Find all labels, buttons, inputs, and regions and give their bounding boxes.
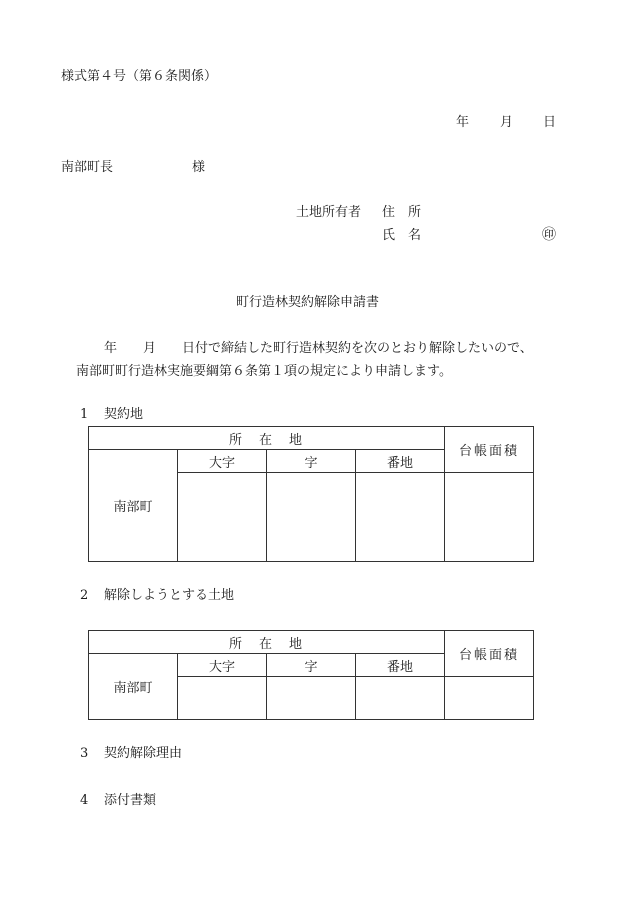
seal-mark: ㊞ [542, 227, 556, 243]
applicant-role: 土地所有者 [296, 205, 362, 220]
oaza-cell[interactable] [178, 677, 267, 720]
section-3-label: 契約解除理由 [104, 746, 183, 761]
banchi-header: 番地 [356, 654, 445, 677]
area-cell[interactable] [445, 473, 534, 562]
body-line-2: 南部町町行造林実施要綱第６条第１項の規定により申請します。 [76, 364, 452, 379]
section-2-number: 2 [80, 588, 89, 603]
cancel-land-table [88, 630, 534, 720]
addressee-honorific: 様 [192, 160, 206, 175]
contract-land-table [88, 426, 534, 562]
aza-header: 字 [267, 654, 356, 677]
addressee-name: 南部町長 [61, 160, 114, 175]
banchi-cell[interactable] [356, 473, 445, 562]
section-4-label: 添付書類 [104, 793, 157, 808]
banchi-cell[interactable] [356, 677, 445, 720]
date-month: 月 [500, 115, 514, 130]
area-cell[interactable] [445, 677, 534, 720]
oaza-cell[interactable] [178, 473, 267, 562]
area-header: 台帳面積 [445, 427, 534, 473]
location-header: 所 在 地 [89, 427, 445, 450]
aza-cell[interactable] [267, 677, 356, 720]
applicant-name-label: 氏 名 [382, 228, 422, 243]
area-header: 台帳面積 [445, 631, 534, 677]
aza-cell[interactable] [267, 473, 356, 562]
location-header: 所 在 地 [89, 631, 445, 654]
oaza-header: 大字 [178, 450, 267, 473]
applicant-address-label: 住 所 [382, 205, 422, 220]
town-cell: 南部町 [89, 654, 178, 720]
section-1-label: 契約地 [104, 407, 144, 422]
section-2-label: 解除しようとする土地 [104, 588, 235, 603]
body-line-1: 年 月 日付で締結した町行造林契約を次のとおり解除したいので、 [104, 341, 533, 356]
form-number: 様式第４号（第６条関係） [61, 69, 218, 84]
banchi-header: 番地 [356, 450, 445, 473]
date-day: 日 [543, 115, 557, 130]
date-year: 年 [456, 115, 470, 130]
document-title: 町行造林契約解除申請書 [236, 295, 380, 310]
section-1-number: 1 [80, 407, 89, 422]
town-cell: 南部町 [89, 450, 178, 562]
section-3-number: 3 [80, 746, 89, 761]
aza-header: 字 [267, 450, 356, 473]
section-4-number: 4 [80, 793, 89, 808]
oaza-header: 大字 [178, 654, 267, 677]
